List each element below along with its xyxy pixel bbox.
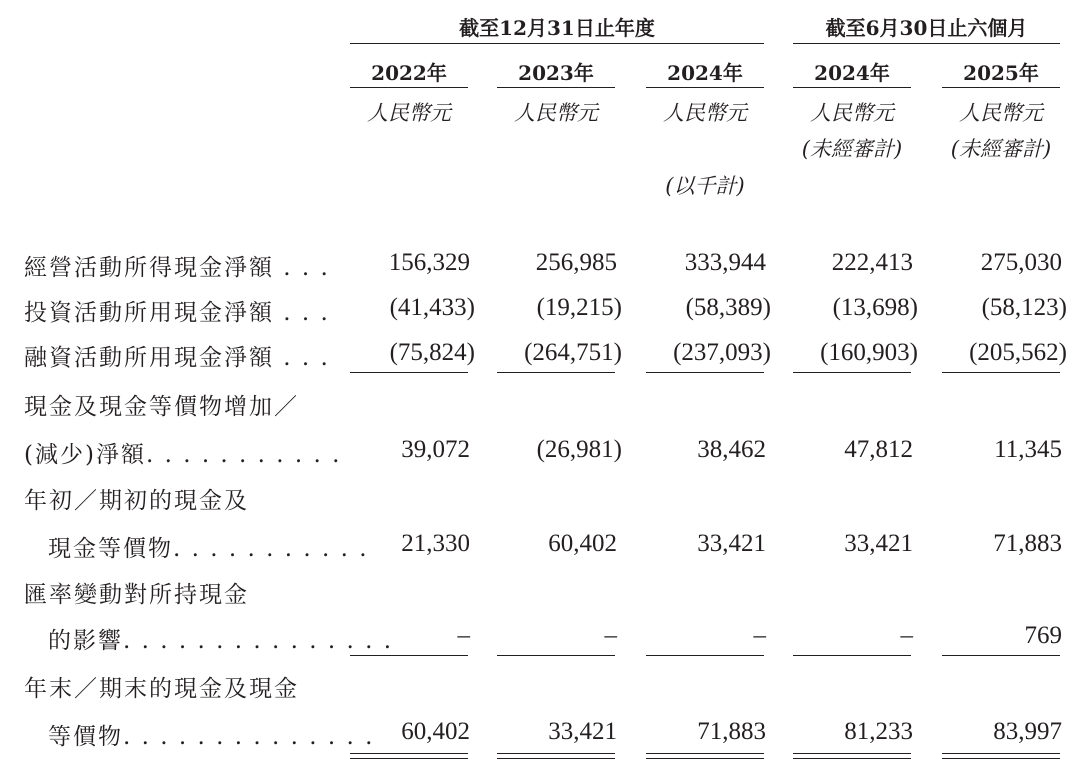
- subtotal-rule: [350, 655, 468, 656]
- cell-value: (237,093): [673, 339, 771, 366]
- unaudited-label: (未經審計): [950, 137, 1052, 161]
- cell-value: 33,421: [697, 530, 766, 557]
- cell-value: –: [457, 622, 470, 649]
- row-label-line2: 的影響. . . . . . . . . . . . . . .: [48, 628, 394, 654]
- subtotal-rule: [793, 372, 911, 373]
- unit-note: (以千計): [665, 174, 745, 198]
- total-rule: [646, 758, 764, 759]
- row-label-line2: (減少)淨額. . . . . . . . . . .: [24, 442, 342, 468]
- group-header-rule: [793, 43, 1060, 44]
- cell-value: (13,698): [832, 294, 918, 321]
- subtotal-rule: [646, 655, 764, 656]
- subtotal-rule: [942, 655, 1060, 656]
- cell-value: 71,883: [993, 530, 1062, 557]
- subtotal-rule: [646, 372, 764, 373]
- year-header-rule: [350, 87, 468, 88]
- cell-value: (26,981): [536, 436, 622, 463]
- total-rule: [646, 753, 764, 754]
- total-rule: [793, 753, 911, 754]
- currency-label: 人民幣元: [810, 101, 894, 125]
- cell-value: (58,123): [981, 294, 1067, 321]
- cell-value: 33,421: [844, 530, 913, 557]
- cell-value: 39,072: [401, 436, 470, 463]
- cell-value: (58,389): [685, 294, 771, 321]
- cell-value: (160,903): [820, 339, 918, 366]
- cell-value: –: [753, 622, 766, 649]
- cell-value: (19,215): [536, 294, 622, 321]
- cell-value: (264,751): [524, 339, 622, 366]
- year-header: 2023年: [518, 61, 594, 85]
- row-label: 經營活動所得現金淨額 . . .: [24, 255, 330, 281]
- row-label-line1: 匯率變動對所持現金: [24, 582, 249, 608]
- subtotal-rule: [793, 655, 911, 656]
- currency-label: 人民幣元: [959, 101, 1043, 125]
- cell-value: 222,413: [831, 249, 913, 276]
- year-header-rule: [497, 87, 615, 88]
- subtotal-rule: [497, 372, 615, 373]
- cell-value: 275,030: [980, 249, 1062, 276]
- year-header: 2022年: [371, 61, 447, 85]
- year-header-rule: [793, 87, 911, 88]
- unaudited-label: (未經審計): [801, 137, 903, 161]
- cell-value: 333,944: [684, 249, 766, 276]
- total-rule: [497, 753, 615, 754]
- total-rule: [350, 753, 468, 754]
- row-label: 融資活動所用現金淨額 . . .: [24, 345, 330, 371]
- row-label-line1: 現金及現金等價物增加／: [24, 394, 299, 420]
- year-header-rule: [942, 87, 1060, 88]
- cell-value: 11,345: [994, 436, 1062, 463]
- cell-value: 769: [1024, 622, 1062, 649]
- cell-value: 47,812: [844, 436, 913, 463]
- group-header-six-months: 截至6月30日止六個月: [825, 16, 1028, 40]
- cell-value: 60,402: [548, 530, 617, 557]
- cell-value: 33,421: [548, 718, 617, 745]
- cell-value: (41,433): [389, 294, 475, 321]
- year-header-rule: [646, 87, 764, 88]
- cell-value: 71,883: [697, 718, 766, 745]
- cell-value: 38,462: [697, 436, 766, 463]
- currency-label: 人民幣元: [663, 101, 747, 125]
- cell-value: (75,824): [389, 339, 475, 366]
- total-rule: [942, 758, 1060, 759]
- total-rule: [497, 758, 615, 759]
- cell-value: –: [900, 622, 913, 649]
- subtotal-rule: [497, 655, 615, 656]
- currency-label: 人民幣元: [514, 101, 598, 125]
- subtotal-rule: [942, 372, 1060, 373]
- group-header-year-ended: 截至12月31日止年度: [459, 16, 655, 40]
- row-label-line2: 等價物. . . . . . . . . . . . . .: [48, 724, 375, 750]
- cell-value: 81,233: [844, 718, 913, 745]
- year-header: 2024年: [667, 61, 743, 85]
- total-rule: [350, 758, 468, 759]
- cell-value: 156,329: [388, 249, 470, 276]
- total-rule: [793, 758, 911, 759]
- cell-value: 256,985: [535, 249, 617, 276]
- group-header-rule: [350, 43, 764, 44]
- cell-value: 21,330: [401, 530, 470, 557]
- row-label-line2: 現金等價物. . . . . . . . . . .: [48, 536, 369, 562]
- cell-value: 60,402: [401, 718, 470, 745]
- currency-label: 人民幣元: [367, 101, 451, 125]
- subtotal-rule: [350, 372, 468, 373]
- row-label-line1: 年初／期初的現金及: [24, 488, 249, 514]
- year-header: 2024年: [814, 61, 890, 85]
- year-header: 2025年: [963, 61, 1039, 85]
- total-rule: [942, 753, 1060, 754]
- row-label: 投資活動所用現金淨額 . . .: [24, 300, 330, 326]
- cell-value: (205,562): [969, 339, 1067, 366]
- cell-value: –: [604, 622, 617, 649]
- cell-value: 83,997: [993, 718, 1062, 745]
- row-label-line1: 年末／期末的現金及現金: [24, 676, 299, 702]
